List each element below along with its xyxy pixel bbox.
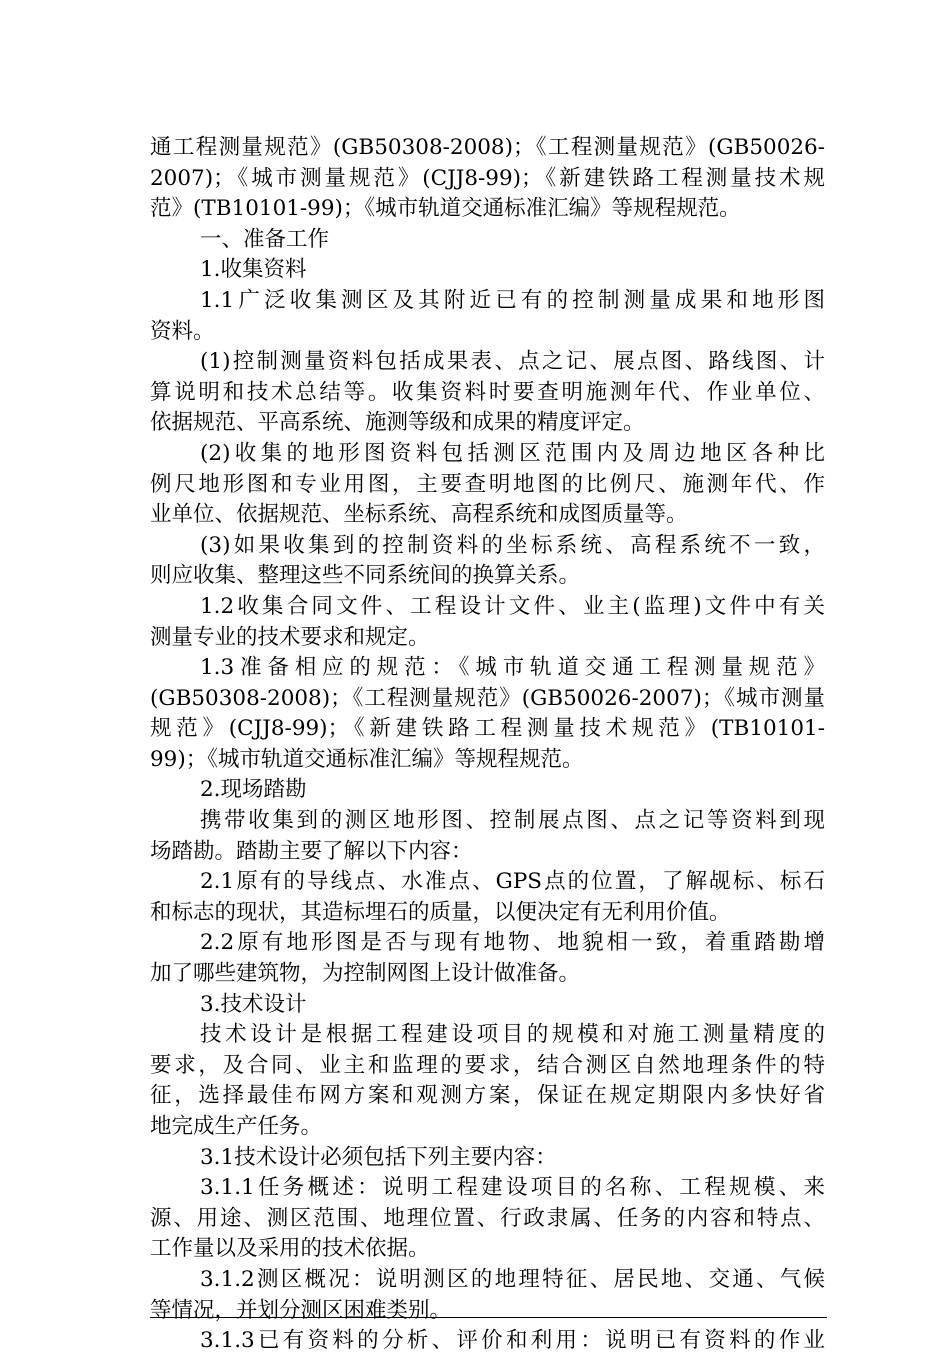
text-line: 要求，及合同、业主和监理的要求，结合测区自然地理条件的特 (150, 1052, 825, 1078)
text-line: (3)如果收集到的控制资料的坐标系统、高程系统不一致， (200, 532, 825, 558)
text-line: 业单位、依据规范、坐标系统、高程系统和成图质量等。 (150, 502, 688, 528)
text-line: 场踏勘。踏勘主要了解以下内容： (150, 838, 473, 864)
body-text (150, 133, 825, 1357)
text-line: 2.2原有地形图是否与现有地物、地貌相一致，着重踏勘增 (200, 930, 825, 956)
text-line: 则应收集、整理这些不同系统间的换算关系。 (150, 563, 581, 589)
text-line: 2007)；《城市测量规范》(CJJ8-99)；《新建铁路工程测量技术规 (150, 165, 825, 191)
text-line: 一、准备工作 (200, 226, 330, 252)
text-line: 例尺地形图和专业用图，主要查明地图的比例尺、施测年代、作 (150, 471, 825, 497)
text-line: 测量专业的技术要求和规定。 (150, 624, 430, 650)
text-line: 1.1广泛收集测区及其附近已有的控制测量成果和地形图 (200, 287, 825, 313)
text-line: 1.3准备相应的规范：《城市轨道交通工程测量规范》 (200, 655, 825, 681)
text-line: 99)；《城市轨道交通标准汇编》等规程规范。 (150, 746, 584, 772)
text-line: 3.1.3已有资料的分析、评价和利用：说明已有资料的作业 (200, 1328, 825, 1354)
text-line: 资料。 (150, 318, 215, 344)
text-line: 加了哪些建筑物，为控制网图上设计做准备。 (150, 961, 581, 987)
text-line: 3.1.1任务概述：说明工程建设项目的名称、工程规模、来 (200, 1175, 825, 1201)
text-line: 工作量以及采用的技术依据。 (150, 1236, 430, 1262)
text-line: 2.现场踏勘 (200, 777, 307, 803)
text-line: 算说明和技术总结等。收集资料时要查明施测年代、作业单位、 (150, 379, 825, 405)
text-line: 1.2收集合同文件、工程设计文件、业主(监理)文件中有关 (200, 593, 825, 619)
text-line: (GB50308-2008)；《工程测量规范》(GB50026-2007)；《城市测量 (150, 685, 825, 711)
text-line: 规范》(CJJ8-99)；《新建铁路工程测量技术规范》(TB10101- (150, 716, 825, 742)
text-line: 地完成生产任务。 (150, 1114, 323, 1139)
footer-rule (150, 1317, 827, 1318)
text-line: 源、用途、测区范围、地理位置、行政隶属、任务的内容和特点、 (150, 1205, 825, 1231)
text-line: 3.技术设计 (200, 991, 307, 1017)
text-line: (1)控制测量资料包括成果表、点之记、展点图、路线图、计 (200, 349, 825, 375)
text-line: 征，选择最佳布网方案和观测方案，保证在规定期限内多快好省 (150, 1083, 825, 1109)
text-line: 等情况，并划分测区困难类别。 (150, 1297, 452, 1323)
text-line: 携带收集到的测区地形图、控制展点图、点之记等资料到现 (200, 808, 825, 834)
text-line: 3.1.2测区概况：说明测区的地理特征、居民地、交通、气候 (200, 1266, 825, 1292)
text-line: 1.收集资料 (200, 257, 307, 283)
text-line: 3.1技术设计必须包括下列主要内容： (200, 1144, 557, 1170)
text-line: 2.1原有的导线点、水准点、GPS点的位置，了解觇标、标石 (200, 869, 825, 895)
text-line: 技术设计是根据工程建设项目的规模和对施工测量精度的 (200, 1022, 825, 1048)
text-line: 范》(TB10101-99)；《城市轨道交通标准汇编》等规程规范。 (150, 196, 741, 222)
text-line: 依据规范、平高系统、施测等级和成果的精度评定。 (150, 410, 645, 436)
text-line: 和标志的现状，其造标埋石的质量，以便决定有无利用价值。 (150, 899, 731, 925)
text-line: 通工程测量规范》(GB50308-2008)；《工程测量规范》(GB50026- (150, 135, 825, 160)
text-line: (2)收集的地形图资料包括测区范围内及周边地区各种比 (200, 440, 825, 466)
